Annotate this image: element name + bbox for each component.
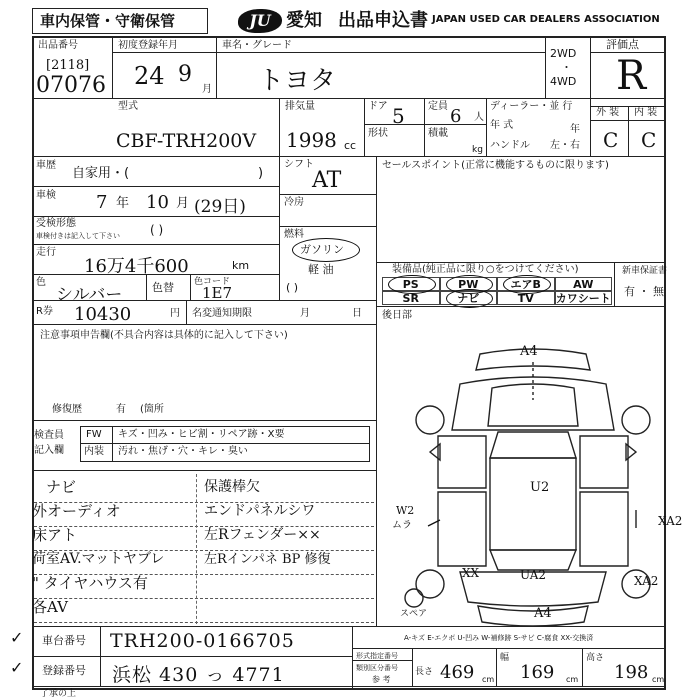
type-number-label: 形式指定番号 xyxy=(356,652,398,660)
width-unit: cm xyxy=(566,675,579,684)
dealer-lr: 左・右 xyxy=(550,140,580,151)
color-value: シルバー xyxy=(56,285,123,305)
model-label: 型式 xyxy=(118,101,138,112)
handwritten-note-left-item: 外オーディオ xyxy=(32,502,121,520)
registration-month-unit: 月 xyxy=(202,84,212,95)
handwritten-note-right-item: 左Rフェンダー×× xyxy=(204,527,321,543)
damage-mark-mura: ムラ xyxy=(392,520,412,531)
note-rule-line xyxy=(34,598,374,599)
height-value: 198 xyxy=(614,662,649,683)
displacement-value: 1998 xyxy=(286,128,337,152)
selling-points-label: セールスポイント(正常に機能するものに限ります) xyxy=(382,160,609,171)
receipt-form-note: 車検付きは記入して下さい xyxy=(36,232,120,240)
fuel-paren: ( ) xyxy=(286,281,299,294)
equipment-item: PS xyxy=(382,277,440,291)
interior-label: 内 装 xyxy=(634,107,658,118)
plate-label: 登録番号 xyxy=(42,664,86,677)
history-close: ) xyxy=(258,166,264,181)
rating-label: 評価点 xyxy=(606,38,639,51)
handwritten-note-right-item: 左Rインパネ BP 修復 xyxy=(204,552,331,567)
load-unit: kg xyxy=(472,145,483,155)
damage-mark-xa2-rear: XA2 xyxy=(634,574,659,588)
inspector-fw: FW xyxy=(86,429,102,440)
reference-label: 参 考 xyxy=(372,675,391,684)
registration-month: 9 xyxy=(178,62,192,87)
drive-2wd: 2WD xyxy=(550,47,577,60)
equipment-circle-mark xyxy=(503,275,551,294)
handwritten-note-right-item: エンドパネルシワ xyxy=(204,503,316,519)
capacity-value: 6 xyxy=(450,106,462,127)
recycle-unit: 円 xyxy=(170,308,180,319)
post-note-label: 後日部 xyxy=(382,310,412,321)
recycle-value: 10430 xyxy=(74,304,132,325)
inspection-label: 車検 xyxy=(36,190,56,201)
shape-label: 形状 xyxy=(368,128,388,139)
interior-grade: C xyxy=(641,128,657,152)
lot-label: 出品番号 xyxy=(38,40,78,51)
chassis-check: ✓ xyxy=(10,628,24,647)
capacity-label: 定員 xyxy=(428,101,448,112)
length-value: 469 xyxy=(440,662,475,683)
equipment-item: エアB xyxy=(497,277,555,291)
warranty-value: 有 ・ 無 xyxy=(624,285,664,298)
model-value: CBF-TRH200V xyxy=(116,130,257,152)
note-rule-line xyxy=(34,622,374,623)
spare-label: スペア xyxy=(400,609,428,619)
width-label: 幅 xyxy=(500,653,510,663)
height-unit: cm xyxy=(652,675,665,684)
displacement-label: 排気量 xyxy=(285,101,315,112)
capacity-unit: 人 xyxy=(474,112,484,123)
length-label: 長さ xyxy=(415,667,434,677)
inspector-interior-items: 汚れ・焦げ・穴・キレ・臭い xyxy=(118,446,248,457)
change-month: 月 xyxy=(300,308,310,319)
handwritten-note-right-item: 保護棒欠 xyxy=(204,479,260,495)
history-label: 車歴 xyxy=(36,160,56,171)
fuel-gasoline: ガソリン xyxy=(300,243,344,256)
drive-sep: ・ xyxy=(561,61,572,74)
ju-logo: JU xyxy=(238,9,282,33)
mileage-unit: km xyxy=(232,259,250,272)
receipt-form-paren: ( ) xyxy=(150,223,164,237)
color-label: 色 xyxy=(36,277,46,288)
inspection-year-unit: 年 xyxy=(116,196,130,211)
warranty-label: 新車保証書 xyxy=(622,266,668,276)
change-day: 日 xyxy=(352,308,362,319)
dealer-handle: ハンドル xyxy=(490,140,530,151)
damage-mark-ua2: UA2 xyxy=(520,568,547,582)
notes-label: 注意事項申告欄(不具合内容は具体的に記入して下さい) xyxy=(40,330,288,341)
car-name-label: 車名・グレード xyxy=(222,40,292,51)
shift-value: AT xyxy=(312,168,342,193)
aircon-label: 冷房 xyxy=(284,197,304,208)
color-code-label: 色コード xyxy=(194,277,231,287)
footer-text: 了承の上 xyxy=(40,689,77,699)
dealer-year-label: 年 式 xyxy=(490,120,514,131)
chassis-label: 車台番号 xyxy=(42,634,86,647)
repair-label: 修復歴 xyxy=(52,404,82,415)
plate-value: 浜松 430 っ 4771 xyxy=(112,664,285,686)
change-label: 名変通知期限 xyxy=(192,308,252,319)
load-label: 積載 xyxy=(428,128,448,139)
shift-label: シフト xyxy=(284,159,314,170)
damage-mark-a4-top: A4 xyxy=(520,344,538,359)
car-name-value: トヨタ xyxy=(258,66,337,96)
aichi-label: 愛知 xyxy=(286,10,322,31)
rating-value: R xyxy=(616,53,647,99)
width-value: 169 xyxy=(520,662,555,683)
storage-label: 車内保管・守衛保管 xyxy=(40,12,176,30)
damage-legend: A-キズ E-エクボ U-凹み W-補修跡 S-サビ C-腐食 XX-交換済 xyxy=(404,634,594,642)
handwritten-note-left-item: 各AV xyxy=(32,598,68,616)
receipt-form-label: 受検形態 xyxy=(36,218,76,229)
height-label: 高さ xyxy=(586,653,605,663)
mileage-label: 走行 xyxy=(36,247,56,258)
inspector-interior: 内装 xyxy=(84,446,104,457)
association-name: JAPAN USED CAR DEALERS ASSOCIATION xyxy=(432,14,660,25)
fuel-label: 燃料 xyxy=(284,229,304,240)
equipment-item: PW xyxy=(440,277,498,291)
equipment-circle-mark xyxy=(388,275,436,294)
fuel-diesel: 軽 油 xyxy=(308,263,334,276)
inspection-year: 7 xyxy=(96,192,108,213)
displacement-unit: cc xyxy=(344,139,357,152)
lot-number: 07076 xyxy=(36,73,106,98)
handwritten-note-left-item: ナビ xyxy=(46,478,77,496)
registration-year: 24 xyxy=(134,62,165,90)
repair-value: 有 xyxy=(116,404,126,415)
drive-4wd: 4WD xyxy=(550,75,577,88)
registration-label: 初度登録年月 xyxy=(118,40,178,51)
inspector-label-1: 検査員 xyxy=(34,430,64,441)
equipment-item: カワシート xyxy=(555,292,611,305)
color-swap-label: 色替 xyxy=(152,281,174,294)
notes-column-divider xyxy=(196,474,197,624)
recycle-label: R券 xyxy=(36,306,53,317)
handwritten-note-left-item: 荷室AV.マットヤブレ xyxy=(32,551,165,567)
exterior-grade: C xyxy=(603,128,619,152)
damage-mark-w2: W2 xyxy=(396,504,415,517)
class-number-label: 類別区分番号 xyxy=(356,664,398,672)
damage-mark-a4-bottom: A4 xyxy=(534,606,552,621)
doors-label: ドア xyxy=(368,101,388,112)
inspection-day: (29日) xyxy=(194,197,246,217)
mileage-value: 16万4千600 xyxy=(84,256,189,277)
equipment-item: ナビ xyxy=(440,291,498,305)
inspector-fw-items: キズ・凹み・ヒビ割・リペア跡・X要 xyxy=(118,429,285,440)
inspector-label-2: 記入欄 xyxy=(34,445,64,456)
dealer-parallel: ディーラー・並 行 xyxy=(490,101,573,112)
equipment-item: AW xyxy=(555,277,613,291)
handwritten-note-left-item: " タイヤハウス有 xyxy=(32,574,148,592)
damage-mark-xa2-right: XA2 xyxy=(658,514,683,528)
plate-check: ✓ xyxy=(10,658,24,677)
fuel-gasoline-circle xyxy=(292,238,360,262)
length-unit: cm xyxy=(482,675,495,684)
inspection-month-unit: 月 xyxy=(176,196,190,211)
damage-mark-xx: XX xyxy=(462,566,480,580)
equipment-grid xyxy=(382,277,612,305)
damage-mark-u2: U2 xyxy=(530,480,550,495)
repair-bracket: (箇所 xyxy=(140,404,164,415)
form-title: 出品申込書 xyxy=(338,10,428,31)
lot-sub-number: [2118] xyxy=(46,58,90,73)
color-code: 1E7 xyxy=(202,284,233,302)
equipment-item: TV xyxy=(497,291,555,305)
exterior-label: 外 装 xyxy=(596,107,620,118)
chassis-value: TRH200-0166705 xyxy=(110,630,295,652)
doors-value: 5 xyxy=(392,104,405,128)
handwritten-note-left-item: 床アト xyxy=(32,526,78,544)
history-value: 自家用・( xyxy=(72,166,130,181)
equipment-item: SR xyxy=(382,291,440,305)
dealer-era-year: 年 xyxy=(570,124,580,135)
inspection-month: 10 xyxy=(146,192,169,213)
equipment-label: 装備品(純正品に限り○をつけてください) xyxy=(392,264,579,275)
